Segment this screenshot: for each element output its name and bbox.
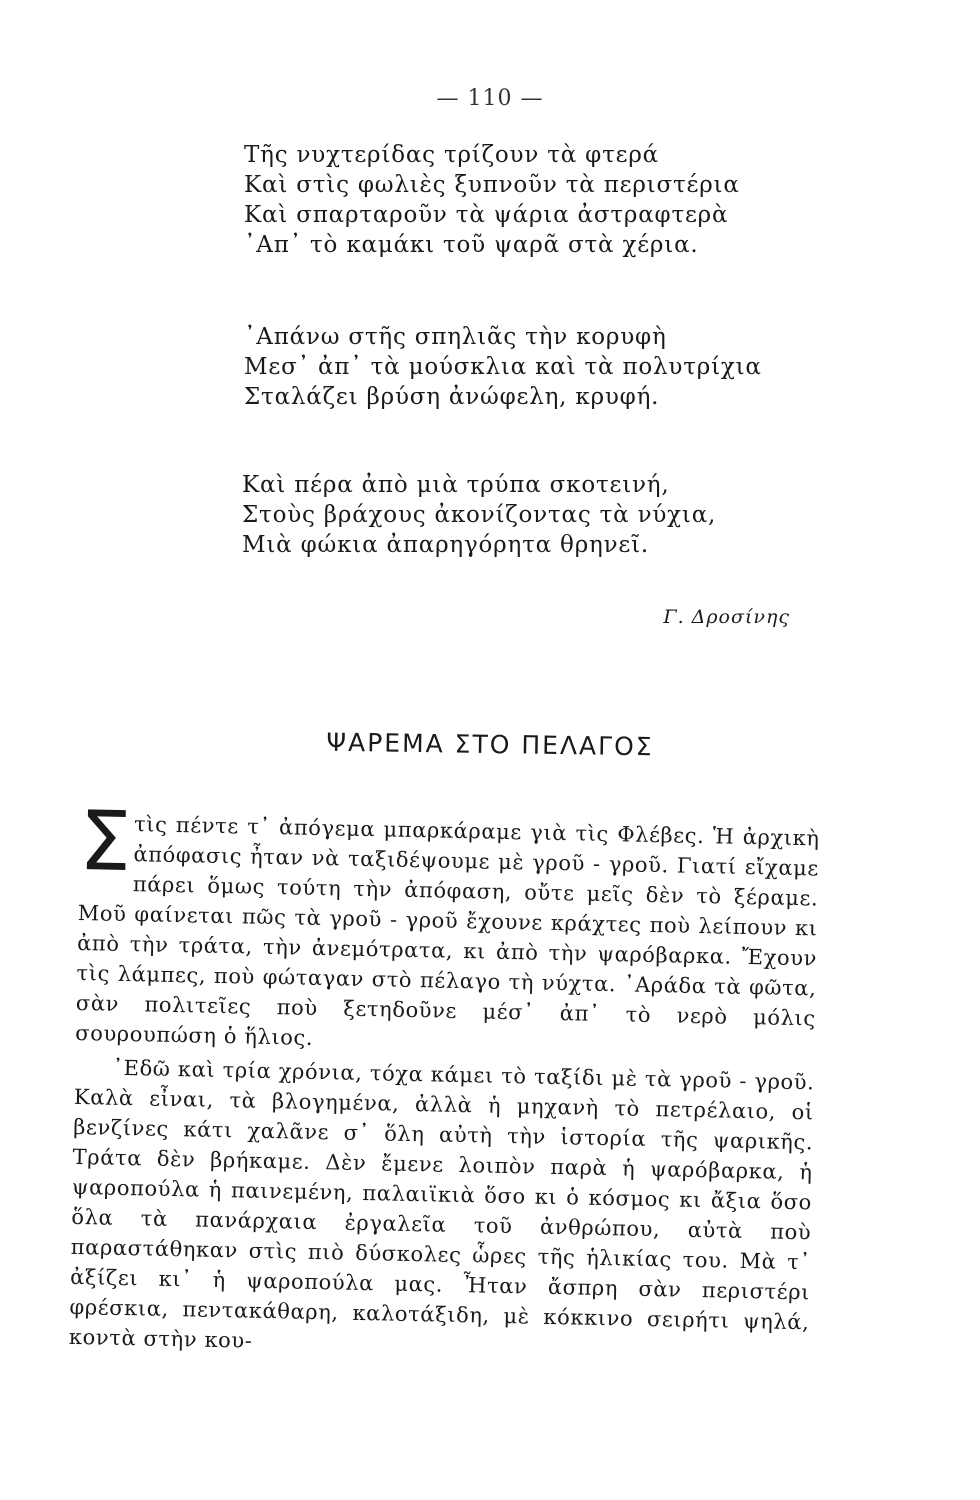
- article-paragraph-2: ᾿Εδῶ καὶ τρία χρόνια, τόχα κάμει τὸ ταξίδι μὲ τὰ γροῦ - γροῦ. Καλὰ εἶναι, τὰ βλογημένα, ἀλλὰ ἡ μηχανὴ τὸ πετρέλαιο, οἱ βενζίνες κάτι χαλᾶνε σ᾿ ὅλη αὐτὴ τὴν ἱστορία τῆς ψαρικῆς. Τράτα δὲν βρήκαμε. Δὲν ἔμενε λοιπὸν παρὰ ἡ ψαρόβαρκα, ἡ ψαροπούλα ἡ παινεμένη, παλαιϊκιὰ ὅσο κι ὁ κόσμος κι ἄξια ὅσο ὅλα τὰ πανάρχαια ἐργαλεῖα τοῦ ἀνθρώπου, αὐτὰ ποὺ παραστάθηκαν στὶς πιὸ δύσκολες ὧρες τῆς ἡλικίας του. Μὰ τ᾿ ἀξίζει κι᾿ ἡ ψαροπούλα μας. Ἦταν ἄσπρη σὰν περιστέρι φρέσκια, πεντακάθαρη, καλοτάξιδη, μὲ κόκκινο σειρήτι ψηλά, κοντὰ στὴν κου-: [68, 1055, 815, 1353]
- drop-cap: Σ: [78, 794, 133, 891]
- poem-line: ᾿Απάνω στῆς σπηλιᾶς τὴν κορυφὴ: [244, 324, 667, 350]
- article-title: ΨΑΡΕΜΑ ΣΤΟ ΠΕΛΑΓΟΣ: [326, 727, 654, 762]
- poem-line: Μιὰ φώκια ἀπαρηγόρητα θρηνεῖ.: [242, 532, 650, 558]
- poem-line: Τῆς νυχτερίδας τρίζουν τὰ φτερά: [244, 142, 659, 168]
- page-number: — 110 —: [436, 86, 544, 111]
- paragraph-1-text: τὶς πέντε τ᾿ ἀπόγεμα μπαρκάραμε γιὰ τὶς Φλέβες. Ἡ ἀρχικὴ ἀπόφασις ἦταν νὰ ταξιδέψουμε μὲ γροῦ - γροῦ. Γιατί εἴχαμε πάρει ὅμως τούτη τὴν ἀπόφαση, οὔτε μεῖς δὲν τὸ ξέραμε. Μοῦ φαίνεται πῶς τὰ γροῦ - γροῦ ἔχουνε κράχτες ποὺ λείπουν κι ἀπὸ τὴν τράτα, τὴν ἀνεμότρατα, κι ἀπὸ τὴν ψαρόβαρκα. Ἔχουν τὶς λάμπες, ποὺ φώταγαν στὸ πέλαγο τὴ νύχτα. ᾿Αράδα τὰ φῶτα, σὰν πολιτεῖες ποὺ ξετηδοῦνε μέσ᾿ ἀπ᾿ τὸ νερὸ μόλις σουρουπώση ὁ ἥλιος.: [75, 812, 820, 1050]
- poem-stanza-3: [242, 470, 716, 560]
- poem-line: Σταλάζει βρύση ἀνώφελη, κρυφή.: [244, 384, 660, 410]
- poem-line: Καὶ στὶς φωλιὲς ξυπνοῦν τὰ περιστέρια: [244, 172, 740, 198]
- poem-line: Καὶ πέρα ἀπὸ μιὰ τρύπα σκοτεινή,: [242, 472, 670, 498]
- poem-author: Γ. Δροσίνης: [663, 606, 790, 628]
- poem-line: Μεσ᾿ ἀπ᾿ τὰ μούσκλια καὶ τὰ πολυτρίχια: [244, 354, 762, 380]
- poem-line: Καὶ σπαρταροῦν τὰ ψάρια ἀστραφτερὰ: [244, 202, 729, 228]
- poem-line: Στοὺς βράχους ἀκονίζοντας τὰ νύχια,: [242, 502, 717, 528]
- article-paragraph-1: [75, 794, 820, 1063]
- poem-stanza-1: [244, 140, 740, 260]
- poem-line: ᾿Απ᾿ τὸ καμάκι τοῦ ψαρᾶ στὰ χέρια.: [244, 232, 699, 258]
- article-body: [68, 794, 820, 1367]
- poem-stanza-2: [244, 322, 762, 412]
